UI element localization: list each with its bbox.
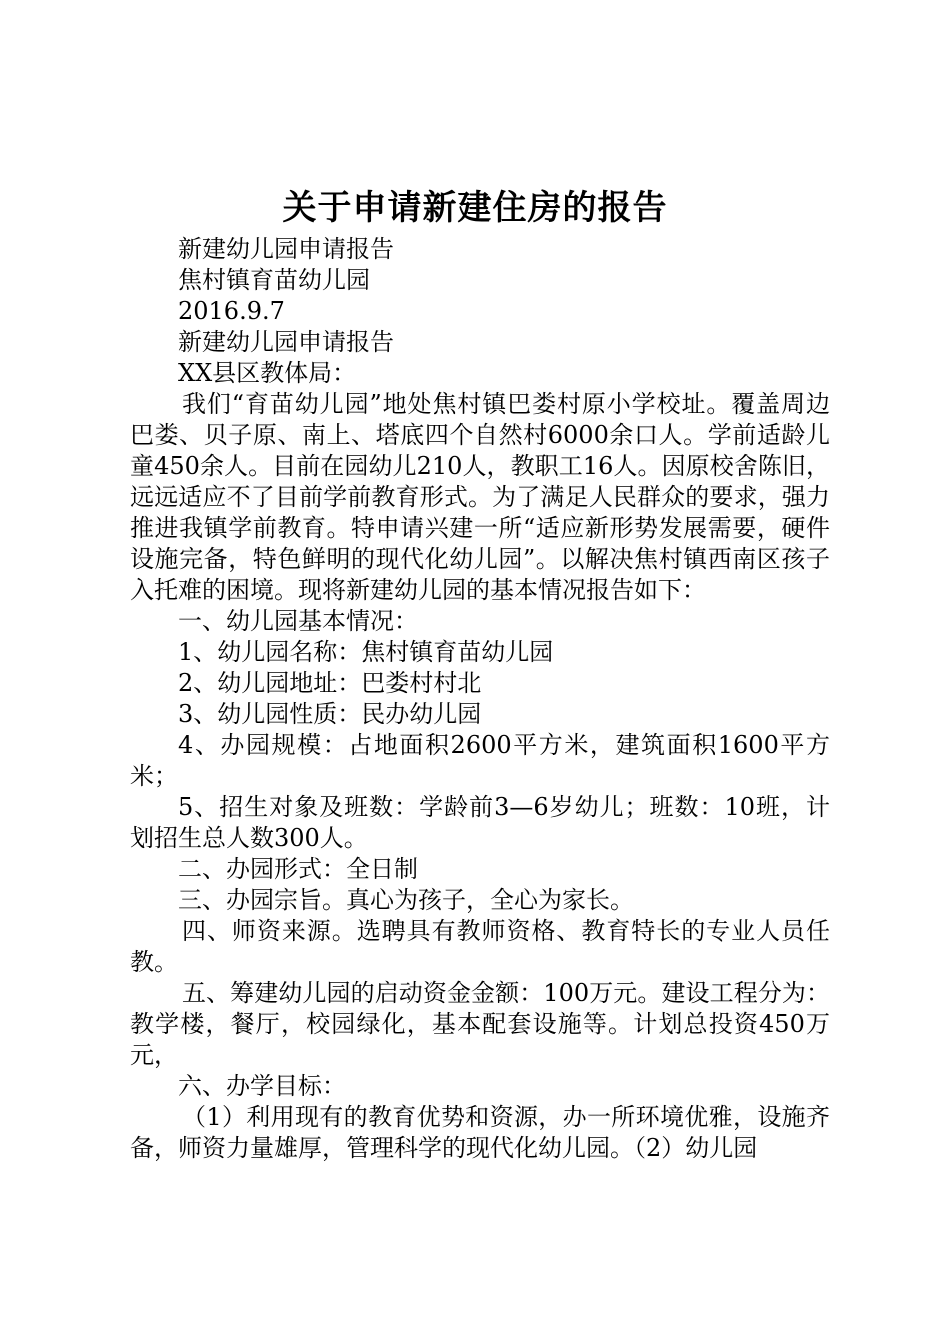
- item-5-enrollment: 5、招生对象及班数：学龄前3—6岁幼儿；班数：10班，计划招生总人数300人。: [130, 793, 830, 852]
- section-2-form: 二、办园形式：全日制: [178, 855, 418, 883]
- school-name-line: 焦村镇育苗幼儿园: [178, 266, 370, 294]
- section-5-funding: 五、筹建幼儿园的启动资金金额：100万元。建设工程分为：教学楼，餐厅，校园绿化，基本配套设施等。计划总投资450万元，: [130, 979, 830, 1069]
- subtitle-line: 新建幼儿园申请报告: [178, 235, 394, 263]
- section-1-heading: 一、幼儿园基本情况：: [178, 607, 418, 635]
- date-line: 2016.9.7: [178, 297, 285, 325]
- recipient-line: XX县区教体局：: [178, 359, 357, 387]
- item-1-name: 1、幼儿园名称：焦村镇育苗幼儿园: [178, 638, 554, 666]
- item-4-scale: 4、办园规模：占地面积2600平方米，建筑面积1600平方米；: [130, 731, 830, 790]
- document-body: [130, 234, 830, 1164]
- item-3-nature: 3、幼儿园性质：民办幼儿园: [178, 700, 482, 728]
- section-6-heading: 六、办学目标：: [178, 1072, 346, 1100]
- section-3-purpose: 三、办园宗旨。真心为孩子，全心为家长。: [178, 886, 634, 914]
- document-title: 关于申请新建住房的报告: [282, 188, 668, 228]
- section-4-teachers: 四、师资来源。选聘具有教师资格、教育特长的专业人员任教。: [130, 917, 830, 976]
- intro-paragraph: 我们“育苗幼儿园”地处焦村镇巴娄村原小学校址。覆盖周边巴娄、贝子原、南上、塔底四个自然村6000余口人。学前适龄儿童450余人。目前在园幼儿210人，教职工16人。因原校舍陈旧，远远适应不了目前学前教育形式。为了满足人民群众的要求，强力推进我镇学前教育。特申请兴建一所“适应新形势发展需要，硬件设施完备，特色鲜明的现代化幼儿园”。以解决焦村镇西南区孩子入托难的困境。现将新建幼儿园的基本情况报告如下：: [130, 390, 830, 604]
- section-6-goals: （1）利用现有的教育优势和资源，办一所环境优雅，设施齐备，师资力量雄厚，管理科学的现代化幼儿园。（2）幼儿园: [130, 1103, 830, 1162]
- item-2-address: 2、幼儿园地址：巴娄村村北: [178, 669, 482, 697]
- report-heading-line: 新建幼儿园申请报告: [178, 328, 394, 356]
